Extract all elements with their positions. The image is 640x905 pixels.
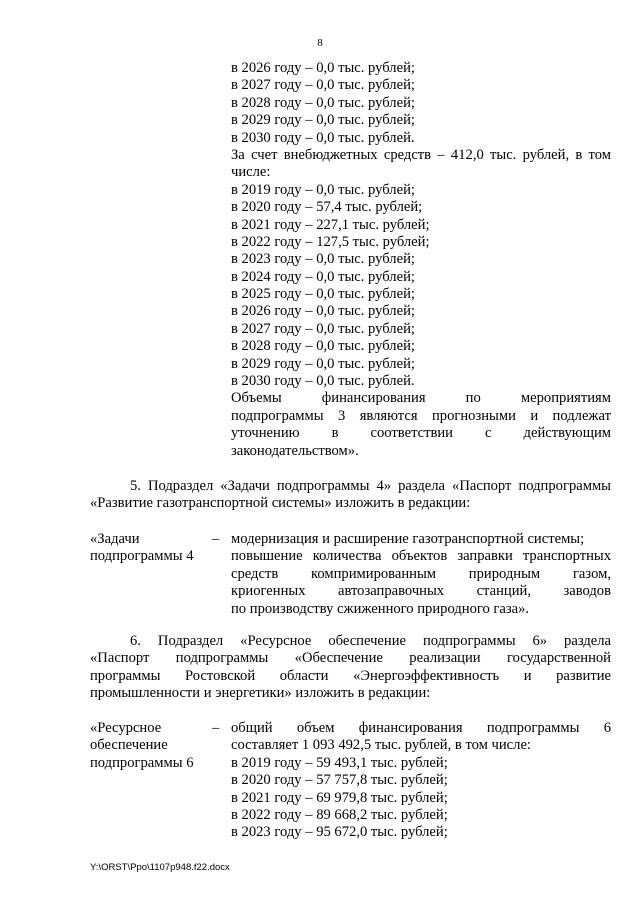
table4-content [231, 531, 611, 618]
list-item: в 2025 году – 0,0 тыс. рублей; [231, 286, 415, 303]
table-line: общий объем финансирования подпрограммы 6 [231, 720, 611, 736]
table-label-line: обеспечение [90, 737, 168, 754]
table-label-line: подпрограммы 4 [90, 548, 194, 565]
list-item: в 2026 году – 0,0 тыс. рублей; [231, 303, 415, 320]
table-line: повышение количества объектов заправки транспортных [231, 548, 611, 565]
list-item: в 2024 году – 0,0 тыс. рублей; [231, 268, 415, 285]
table4-label [90, 531, 225, 566]
list-item: в 2023 году – 0,0 тыс. рублей; [231, 251, 415, 268]
list-item: в 2026 году – 0,0 тыс. рублей; [231, 60, 415, 76]
table6-dash: – [212, 720, 220, 736]
table-label-line: «Задачи [90, 531, 140, 547]
table-line: в 2020 году – 57 757,8 тыс. рублей; [231, 772, 448, 789]
table-line: в 2022 году – 89 668,2 тыс. рублей; [231, 806, 448, 823]
table-label-line: подпрограммы 6 [90, 754, 194, 771]
list-item: в 2030 году – 0,0 тыс. рублей. [231, 129, 415, 146]
table-line: в 2019 году – 59 493,1 тыс. рублей; [231, 754, 448, 771]
table-line: по производству сжиженного природного газа». [231, 600, 530, 617]
table-line: криогенных автозаправочных станций, заводов [231, 583, 611, 600]
table-label-line: «Ресурсное [90, 720, 162, 736]
list-item: в 2027 году – 0,0 тыс. рублей; [231, 320, 415, 337]
note-line: законодательством». [231, 442, 359, 459]
paragraph-line: 6. Подраздел «Ресурсное обеспечение подпрограммы 6» раздела [130, 633, 611, 649]
note-line: Объемы финансирования по мероприятиям [231, 390, 611, 407]
paragraph-line: промышленности и энергетики» изложить в редакции: [90, 685, 431, 702]
list-item: в 2019 году – 0,0 тыс. рублей; [231, 181, 415, 198]
note-line: подпрограммы 3 являются прогнозными и подлежат [231, 407, 611, 424]
list-item: в 2027 году – 0,0 тыс. рублей; [231, 77, 415, 94]
paragraph-5 [90, 478, 611, 513]
paragraph-6 [90, 633, 611, 703]
table-line: средств компримированным природным газом, [231, 565, 611, 582]
file-path-footer: Y:\ORST\Ppo\1107p948.f22.docx [90, 862, 230, 873]
table-line: в 2021 году – 69 979,8 тыс. рублей; [231, 789, 448, 806]
table-line: составляет 1 093 492,5 тыс. рублей, в том числе: [231, 737, 531, 754]
note-line: уточнению в соответствии с действующим [231, 425, 611, 442]
page-number: 8 [317, 37, 323, 49]
list-item: в 2029 году – 0,0 тыс. рублей; [231, 355, 415, 372]
list-item: в 2020 году – 57,4 тыс. рублей; [231, 199, 423, 216]
list-item: в 2028 году – 0,0 тыс. рублей; [231, 94, 415, 111]
table-line: в 2023 году – 95 672,0 тыс. рублей; [231, 824, 448, 841]
paragraph-line: «Развитие газотранспортной системы» изложить в редакции: [90, 495, 471, 512]
offbudget-heading: За счет внебюджетных средств – 412,0 тыс. рублей, в том [231, 146, 611, 163]
list-item: в 2030 году – 0,0 тыс. рублей. [231, 373, 415, 390]
list-item: в 2021 году – 227,1 тыс. рублей; [231, 216, 430, 233]
list-item: в 2029 году – 0,0 тыс. рублей; [231, 112, 415, 129]
paragraph-line: программы Ростовской области «Энергоэффективность и развитие [90, 667, 611, 684]
table6-content [231, 720, 611, 842]
offbudget-heading-cont: числе: [231, 164, 271, 181]
table6-label [90, 720, 225, 772]
paragraph-line: «Паспорт подпрограммы «Обеспечение реализации государственной [90, 650, 611, 667]
list-item: в 2028 году – 0,0 тыс. рублей; [231, 338, 415, 355]
paragraph-line: 5. Подраздел «Задачи подпрограммы 4» раздела «Паспорт подпрограммы [130, 478, 611, 494]
funding-block-1 [231, 60, 611, 460]
table4-dash: – [212, 531, 220, 547]
table-line: модернизация и расширение газотранспортной системы; [231, 531, 585, 547]
list-item: в 2022 году – 127,5 тыс. рублей; [231, 233, 430, 250]
